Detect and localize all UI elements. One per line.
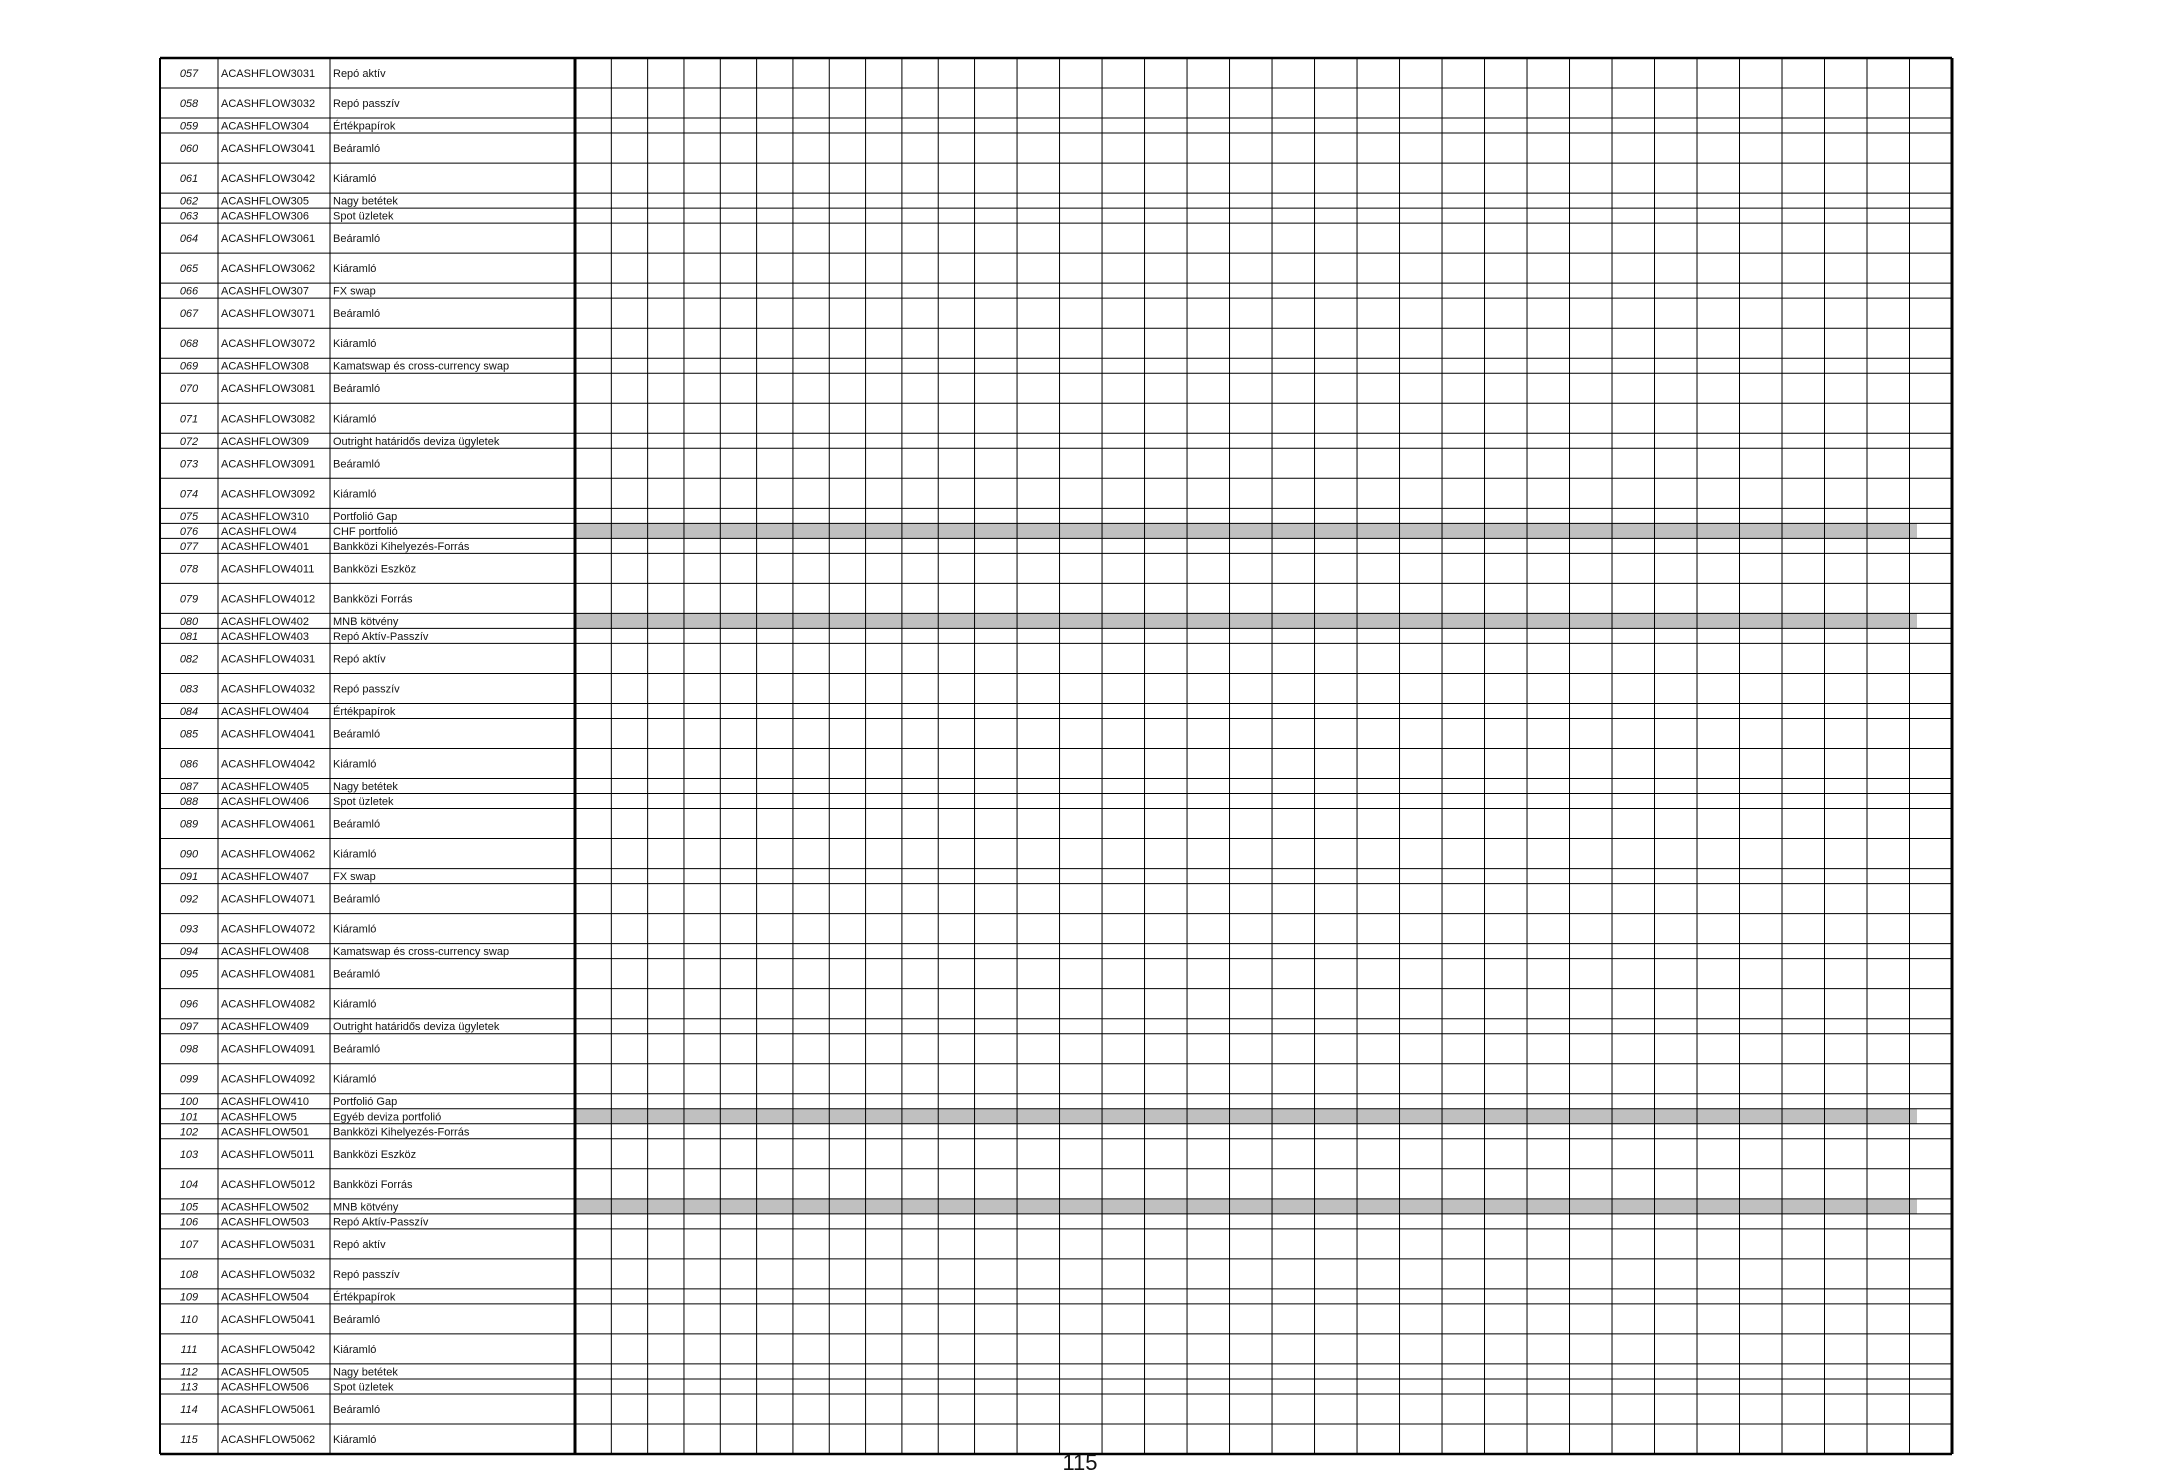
row-code: ACASHFLOW404 — [221, 705, 310, 718]
row-code: ACASHFLOW3092 — [221, 488, 316, 501]
row-label: FX swap — [333, 871, 376, 884]
row-code: ACASHFLOW5042 — [221, 1343, 316, 1356]
row-number: 087 — [179, 781, 199, 794]
row-number: 098 — [179, 1043, 199, 1056]
row-code: ACASHFLOW5012 — [221, 1178, 316, 1191]
row-number: 090 — [179, 848, 199, 861]
row-code: ACASHFLOW407 — [221, 871, 310, 884]
row-number: 088 — [179, 796, 199, 809]
row-label: Beáramló — [333, 308, 381, 321]
row-code: ACASHFLOW3062 — [221, 263, 316, 276]
row-number: 069 — [179, 360, 199, 373]
row-code: ACASHFLOW505 — [221, 1366, 310, 1379]
row-label: Beáramló — [333, 818, 381, 831]
row-code: ACASHFLOW401 — [221, 540, 310, 553]
row-code: ACASHFLOW405 — [221, 781, 310, 794]
row-label: Értékpapírok — [333, 705, 396, 718]
row-number: 082 — [179, 653, 199, 666]
row-code: ACASHFLOW4061 — [221, 818, 316, 831]
row-number: 089 — [179, 818, 199, 831]
row-label: Bankközi Eszköz — [333, 563, 417, 576]
row-code: ACASHFLOW5041 — [221, 1313, 316, 1326]
row-label: Beáramló — [333, 143, 381, 156]
row-number: 100 — [179, 1096, 199, 1109]
row-number: 105 — [179, 1201, 199, 1214]
row-code: ACASHFLOW3041 — [221, 143, 316, 156]
row-number: 107 — [179, 1238, 199, 1251]
row-code: ACASHFLOW4 — [221, 525, 297, 538]
row-label: Beáramló — [333, 458, 381, 471]
row-code: ACASHFLOW3072 — [221, 338, 316, 351]
row-label: Kiáramló — [333, 1073, 377, 1086]
row-number: 070 — [179, 383, 199, 396]
row-label: Beáramló — [333, 968, 381, 981]
row-number: 112 — [180, 1366, 198, 1379]
row-code: ACASHFLOW408 — [221, 946, 310, 959]
row-code: ACASHFLOW504 — [221, 1291, 310, 1304]
row-label: Spot üzletek — [333, 210, 394, 223]
row-number: 081 — [179, 630, 199, 643]
row-number: 066 — [179, 285, 199, 298]
row-number: 092 — [179, 893, 199, 906]
row-code: ACASHFLOW308 — [221, 360, 310, 373]
row-label: Portfolió Gap — [333, 1096, 398, 1109]
row-code: ACASHFLOW406 — [221, 796, 310, 809]
row-number: 095 — [179, 968, 199, 981]
row-code: ACASHFLOW4032 — [221, 683, 316, 696]
row-label: Bankközi Kihelyezés-Forrás — [333, 1126, 470, 1139]
row-label: Repó Aktív-Passzív — [333, 1216, 429, 1229]
row-code: ACASHFLOW309 — [221, 435, 310, 448]
row-label: Repó Aktív-Passzív — [333, 630, 429, 643]
row-code: ACASHFLOW306 — [221, 210, 310, 223]
row-label: Repó passzív — [333, 683, 400, 696]
row-code: ACASHFLOW4011 — [221, 563, 315, 576]
row-number: 080 — [179, 615, 199, 628]
row-number: 108 — [179, 1268, 199, 1281]
row-code: ACASHFLOW3071 — [221, 308, 316, 321]
row-label: Beáramló — [333, 233, 381, 246]
row-number: 072 — [179, 435, 199, 448]
row-code: ACASHFLOW3032 — [221, 98, 316, 111]
row-number: 093 — [179, 923, 199, 936]
row-code: ACASHFLOW3091 — [221, 458, 316, 471]
row-label: Spot üzletek — [333, 1381, 394, 1394]
row-code: ACASHFLOW304 — [221, 120, 310, 133]
row-code: ACASHFLOW4091 — [221, 1043, 316, 1056]
row-number: 062 — [179, 195, 199, 208]
page-number: 115 — [1062, 1450, 1098, 1475]
row-label: Outright határidős deviza ügyletek — [333, 435, 500, 448]
row-code: ACASHFLOW307 — [221, 285, 310, 298]
row-label: Beáramló — [333, 1313, 381, 1326]
row-label: Beáramló — [333, 728, 381, 741]
row-number: 075 — [179, 510, 199, 523]
row-label: Nagy betétek — [333, 781, 398, 794]
row-number: 068 — [179, 338, 199, 351]
row-code: ACASHFLOW5032 — [221, 1268, 316, 1281]
row-code: ACASHFLOW4072 — [221, 923, 316, 936]
row-code: ACASHFLOW410 — [221, 1096, 310, 1109]
row-number: 077 — [179, 540, 199, 553]
row-number: 076 — [179, 525, 199, 538]
row-number: 103 — [179, 1148, 199, 1161]
row-code: ACASHFLOW502 — [221, 1201, 310, 1214]
row-number: 106 — [179, 1216, 199, 1229]
row-label: Kiáramló — [333, 263, 377, 276]
row-label: Nagy betétek — [333, 1366, 398, 1379]
row-code: ACASHFLOW506 — [221, 1381, 310, 1394]
row-label: Kiáramló — [333, 848, 377, 861]
row-label: Kiáramló — [333, 338, 377, 351]
row-label: Bankközi Forrás — [333, 1178, 413, 1191]
row-label: Kamatswap és cross-currency swap — [333, 360, 510, 373]
row-code: ACASHFLOW5061 — [221, 1403, 316, 1416]
row-number: 067 — [179, 308, 199, 321]
row-number: 085 — [179, 728, 199, 741]
row-number: 101 — [179, 1111, 199, 1124]
row-number: 086 — [179, 758, 199, 771]
row-label: Kiáramló — [333, 998, 377, 1011]
row-number: 074 — [179, 488, 199, 501]
row-label: Kamatswap és cross-currency swap — [333, 946, 510, 959]
row-number: 114 — [180, 1403, 198, 1416]
grey-band — [575, 1199, 1917, 1214]
row-code: ACASHFLOW4012 — [221, 593, 316, 606]
row-number: 104 — [179, 1178, 199, 1191]
row-number: 091 — [179, 871, 199, 884]
row-number: 064 — [179, 233, 199, 246]
row-label: MNB kötvény — [333, 1201, 399, 1214]
row-code: ACASHFLOW403 — [221, 630, 310, 643]
row-number: 097 — [179, 1021, 199, 1034]
row-number: 102 — [179, 1126, 199, 1139]
row-label: Beáramló — [333, 1043, 381, 1056]
row-code: ACASHFLOW310 — [221, 510, 310, 523]
row-code: ACASHFLOW3042 — [221, 173, 316, 186]
row-label: Repó passzív — [333, 98, 400, 111]
row-label: FX swap — [333, 285, 376, 298]
row-code: ACASHFLOW5031 — [221, 1238, 316, 1251]
row-code: ACASHFLOW409 — [221, 1021, 310, 1034]
row-label: Repó aktív — [333, 68, 386, 81]
row-code: ACASHFLOW305 — [221, 195, 310, 208]
row-number: 071 — [179, 413, 199, 426]
row-label: Kiáramló — [333, 1433, 377, 1446]
row-label: Kiáramló — [333, 173, 377, 186]
row-number: 109 — [179, 1291, 199, 1304]
row-label: Bankközi Forrás — [333, 593, 413, 606]
grey-band — [575, 613, 1917, 628]
row-code: ACASHFLOW501 — [221, 1126, 310, 1139]
row-label: Repó passzív — [333, 1268, 400, 1281]
row-label: Értékpapírok — [333, 120, 396, 133]
row-label: MNB kötvény — [333, 615, 399, 628]
row-number: 063 — [179, 210, 199, 223]
row-code: ACASHFLOW4062 — [221, 848, 316, 861]
row-code: ACASHFLOW4042 — [221, 758, 316, 771]
row-code: ACASHFLOW4031 — [221, 653, 316, 666]
row-label: Repó aktív — [333, 653, 386, 666]
row-number: 111 — [180, 1343, 198, 1356]
row-number: 060 — [179, 143, 199, 156]
row-number: 113 — [180, 1381, 198, 1394]
row-number: 096 — [179, 998, 199, 1011]
grey-band — [575, 523, 1917, 538]
row-label: Egyéb deviza portfolió — [333, 1111, 442, 1124]
row-code: ACASHFLOW5062 — [221, 1433, 316, 1446]
row-label: Repó aktív — [333, 1238, 386, 1251]
row-code: ACASHFLOW402 — [221, 615, 310, 628]
row-code: ACASHFLOW3081 — [221, 383, 316, 396]
row-label: Kiáramló — [333, 1343, 377, 1356]
row-label: Bankközi Kihelyezés-Forrás — [333, 540, 470, 553]
row-number: 059 — [179, 120, 199, 133]
row-label: Portfolió Gap — [333, 510, 398, 523]
row-code: ACASHFLOW4081 — [221, 968, 316, 981]
row-code: ACASHFLOW4071 — [221, 893, 316, 906]
row-code: ACASHFLOW5011 — [221, 1148, 315, 1161]
row-number: 115 — [180, 1433, 198, 1446]
row-number: 057 — [179, 68, 199, 81]
row-code: ACASHFLOW3031 — [221, 68, 316, 81]
row-label: Spot üzletek — [333, 796, 394, 809]
row-number: 083 — [179, 683, 199, 696]
row-number: 094 — [179, 946, 199, 959]
row-label: Kiáramló — [333, 758, 377, 771]
row-number: 065 — [179, 263, 199, 276]
row-number: 058 — [179, 98, 199, 111]
row-label: Outright határidős deviza ügyletek — [333, 1021, 500, 1034]
row-code: ACASHFLOW3082 — [221, 413, 316, 426]
row-number: 078 — [179, 563, 199, 576]
row-label: Nagy betétek — [333, 195, 398, 208]
row-label: Beáramló — [333, 383, 381, 396]
row-label: Értékpapírok — [333, 1291, 396, 1304]
row-label: Bankközi Eszköz — [333, 1148, 417, 1161]
row-code: ACASHFLOW5 — [221, 1111, 297, 1124]
row-number: 110 — [180, 1313, 198, 1326]
row-code: ACASHFLOW4092 — [221, 1073, 316, 1086]
row-label: Kiáramló — [333, 488, 377, 501]
row-number: 073 — [179, 458, 199, 471]
row-number: 079 — [179, 593, 199, 606]
row-number: 084 — [179, 705, 199, 718]
row-label: Kiáramló — [333, 923, 377, 936]
grey-band — [575, 1109, 1917, 1124]
row-label: Beáramló — [333, 893, 381, 906]
row-label: CHF portfolió — [333, 525, 398, 538]
row-label: Kiáramló — [333, 413, 377, 426]
row-code: ACASHFLOW503 — [221, 1216, 310, 1229]
row-label: Beáramló — [333, 1403, 381, 1416]
row-number: 099 — [179, 1073, 199, 1086]
row-number: 061 — [179, 173, 199, 186]
row-code: ACASHFLOW4041 — [221, 728, 316, 741]
row-code: ACASHFLOW3061 — [221, 233, 316, 246]
row-code: ACASHFLOW4082 — [221, 998, 316, 1011]
